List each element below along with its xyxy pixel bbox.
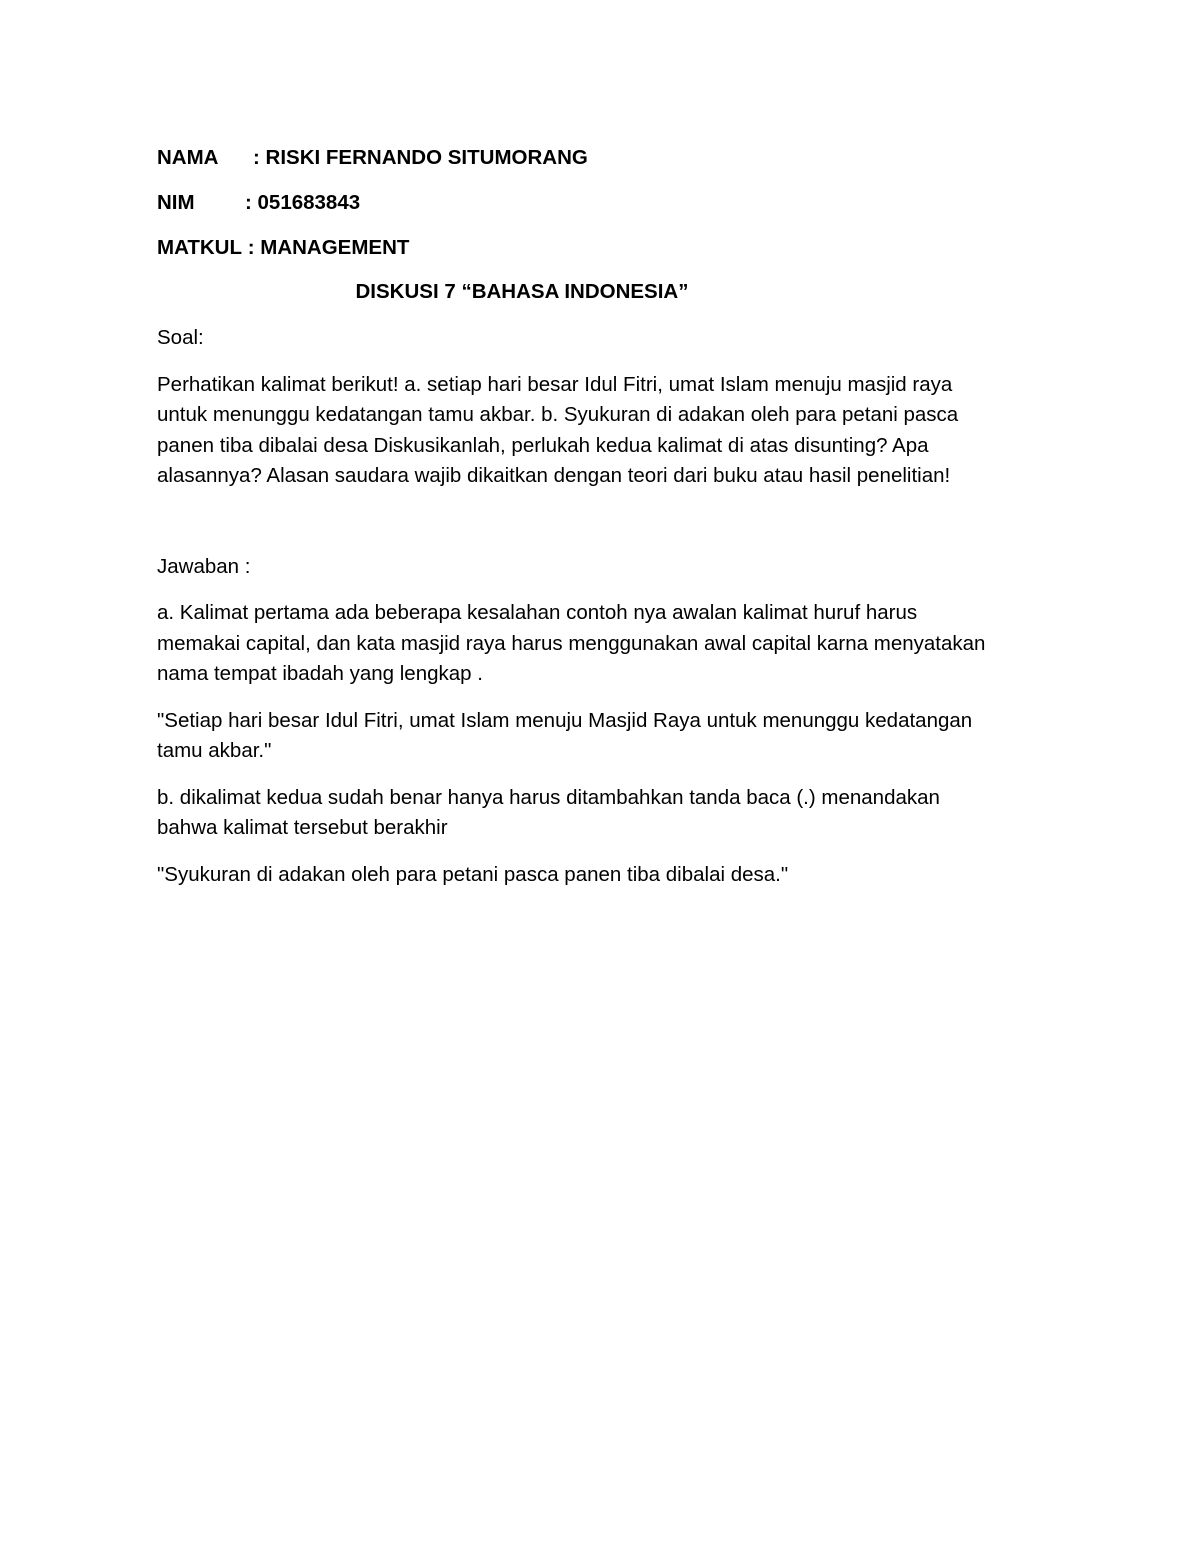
matkul-value: : MANAGEMENT xyxy=(247,236,410,259)
answer-a-text xyxy=(157,598,1037,690)
answer-a-line: nama tempat ibadah yang lengkap . xyxy=(157,662,483,685)
matkul-row xyxy=(157,232,1057,264)
answer-b-corrected: "Syukuran di adakan oleh para petani pasca panen tiba dibalai desa." xyxy=(157,862,789,886)
matkul-label: MATKUL xyxy=(157,236,243,259)
question-text xyxy=(157,370,1037,492)
question-label: Soal: xyxy=(157,326,204,349)
nama-value: : RISKI FERNANDO SITUMORANG xyxy=(253,146,588,169)
nim-label: NIM xyxy=(157,191,195,214)
question-line: untuk menunggu kedatangan tamu akbar. b. Syukuran di adakan oleh para petani pasca xyxy=(157,403,959,426)
document-title: DISKUSI 7 “BAHASA INDONESIA” xyxy=(355,280,689,303)
answer-b-text xyxy=(157,783,1037,844)
answer-a-line: a. Kalimat pertama ada beberapa kesalahan contoh nya awalan kalimat huruf harus xyxy=(157,601,918,624)
question-line: Perhatikan kalimat berikut! a. setiap hari besar Idul Fitri, umat Islam menuju masjid raya xyxy=(157,372,953,396)
answer-a-corrected-line: "Setiap hari besar Idul Fitri, umat Islam menuju Masjid Raya untuk menunggu kedatangan xyxy=(157,708,973,732)
question-line: alasannya? Alasan saudara wajib dikaitkan dengan teori dari buku atau hasil penelitian! xyxy=(157,464,951,487)
question-line: panen tiba dibalai desa Diskusikanlah, perlukah kedua kalimat di atas disunting? Apa xyxy=(157,433,929,457)
nama-row xyxy=(157,142,1057,174)
answer-label: Jawaban : xyxy=(157,554,251,578)
answer-b-line: b. dikalimat kedua sudah benar hanya harus ditambahkan tanda baca (.) menandakan xyxy=(157,785,940,809)
spacer xyxy=(157,508,1057,552)
answer-a-corrected xyxy=(157,706,1037,767)
nama-label: NAMA xyxy=(157,146,219,169)
answer-a-corrected-line: tamu akbar." xyxy=(157,739,272,762)
document-content xyxy=(157,142,1057,906)
nim-row xyxy=(157,187,1057,219)
nim-value: : 051683843 xyxy=(245,191,361,214)
answer-a-line: memakai capital, dan kata masjid raya harus menggunakan awal capital karna menyatakan xyxy=(157,631,986,655)
answer-b-line: bahwa kalimat tersebut berakhir xyxy=(157,816,448,839)
